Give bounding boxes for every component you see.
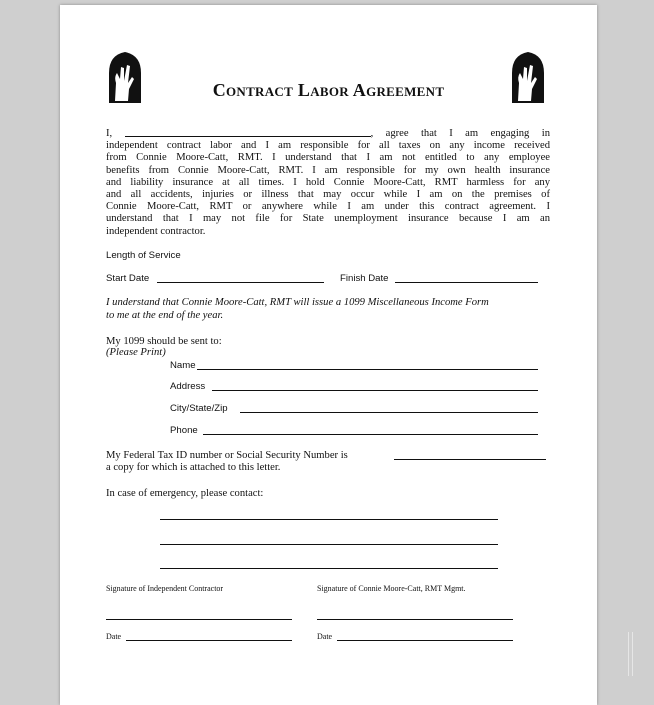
paragraph-line: independent contract labor and I am responsible for all taxes on any income received — [106, 140, 550, 152]
tax-id-statement: My Federal Tax ID number or Social Security Number is a copy for which is attached to this letter. — [106, 450, 348, 474]
paragraph-line: Connie Moore-Catt, RMT or anywhere while I am under this contract agreement. I — [106, 201, 550, 213]
emergency-contact-line[interactable] — [160, 544, 498, 545]
start-date-label: Start Date — [106, 273, 150, 284]
form-1099-notice: I understand that Connie Moore-Catt, RMT will issue a 1099 Miscellaneous Income Form to me at the end of the year. — [106, 297, 489, 321]
scrollbar[interactable] — [628, 632, 633, 676]
length-of-service-label: Length of Service — [106, 250, 181, 261]
agreement-paragraph — [106, 126, 550, 238]
mgmt-signature-label: Signature of Connie Moore-Catt, RMT Mgmt. — [317, 584, 466, 593]
mgmt-date-field[interactable] — [337, 640, 513, 641]
tax-id-field[interactable] — [394, 459, 546, 460]
address-label: Address — [170, 381, 206, 392]
sent-to-label: My 1099 should be sent to: — [106, 336, 222, 347]
paragraph-line: from Connie Moore-Catt, RMT. I understand that I am not entitled to any employee — [106, 152, 550, 164]
address-field[interactable] — [212, 390, 538, 391]
emergency-contact-line[interactable] — [160, 519, 498, 520]
paragraph-line: I, , agree that I am engaging in — [106, 128, 550, 139]
paragraph-line: benefits from Connie Moore-Catt, RMT. I am responsible for my own health insurance — [106, 164, 550, 176]
paragraph-line: independent contractor. — [106, 225, 206, 237]
contractor-date-field[interactable] — [126, 640, 292, 641]
paragraph-line: and all accidents, injuries or illness that may occur while I am on the premises of — [106, 189, 550, 201]
please-print-note: (Please Print) — [106, 347, 166, 358]
contractor-signature-label: Signature of Independent Contractor — [106, 584, 224, 593]
contractor-signature-field[interactable] — [106, 619, 292, 620]
start-date-field[interactable] — [157, 282, 324, 283]
city-state-zip-label: City/State/Zip — [170, 403, 228, 414]
city-state-zip-field[interactable] — [240, 412, 538, 413]
name-label: Name — [170, 360, 196, 371]
emergency-contact-label: In case of emergency, please contact: — [106, 488, 264, 499]
intro-prefix: I, — [106, 128, 113, 139]
document-page — [60, 5, 597, 705]
paragraph-line: and liability insurance at all times. I hold Connie Moore-Catt, RMT harmless for any — [106, 176, 550, 188]
mgmt-signature-field[interactable] — [317, 619, 513, 620]
phone-label: Phone — [170, 425, 198, 436]
phone-field[interactable] — [203, 434, 538, 435]
mgmt-date-label: Date — [317, 632, 333, 641]
name-field[interactable] — [197, 369, 538, 370]
emergency-contact-line[interactable] — [160, 568, 498, 569]
paragraph-line: understand that I may not file for State unemployment insurance because I am an — [106, 213, 550, 225]
finish-date-field[interactable] — [395, 282, 538, 283]
finish-date-label: Finish Date — [340, 273, 389, 284]
contractor-date-label: Date — [106, 632, 122, 641]
contractor-name-blank[interactable] — [125, 126, 371, 137]
document-title: Contract Labor Agreement — [212, 80, 445, 100]
